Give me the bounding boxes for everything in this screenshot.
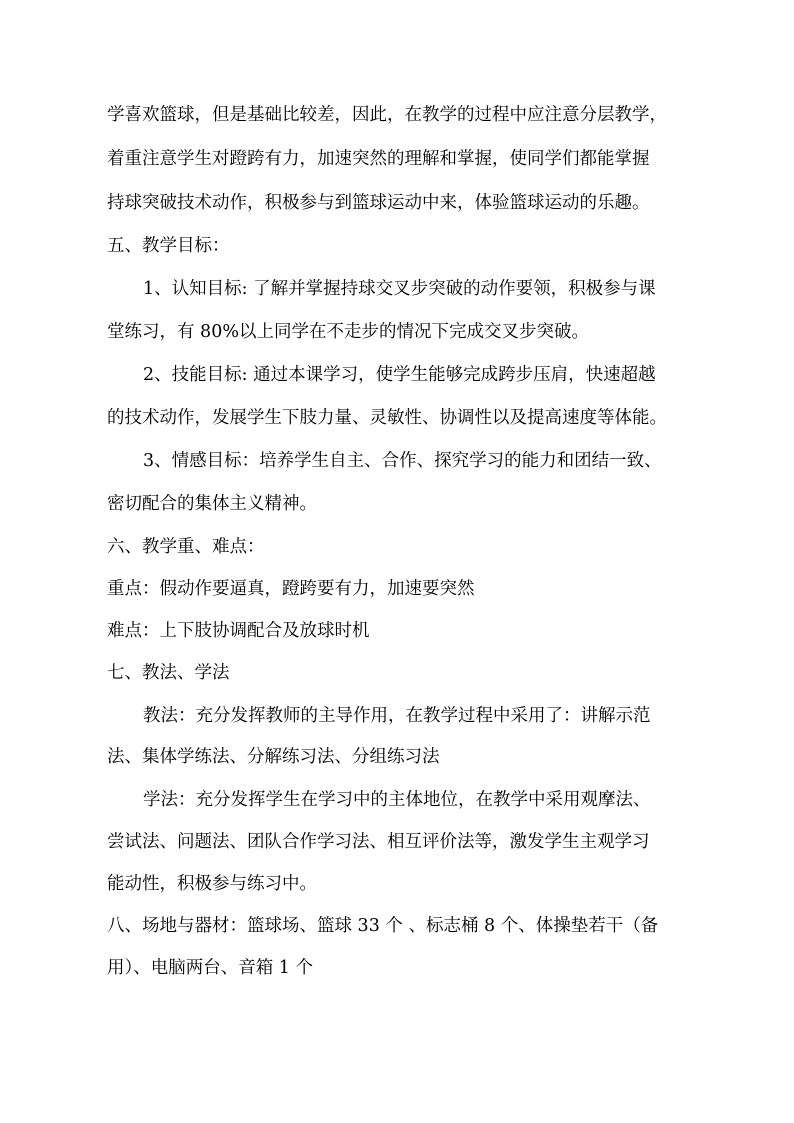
paragraph-line: 能动性，积极参与练习中。 bbox=[107, 874, 317, 894]
paragraph-line: 3、情感目标：培养学生自主、合作、探究学习的能力和团结一致、 bbox=[143, 451, 662, 471]
paragraph-line: 着重注意学生对蹬跨有力，加速突然的理解和掌握，使同学们都能掌握 bbox=[107, 149, 650, 169]
paragraph-line: 堂练习，有 80%以上同学在不走步的情况下完成交叉步突破。 bbox=[107, 322, 589, 342]
paragraph-line: 难点：上下肢协调配合及放球时机 bbox=[107, 621, 370, 641]
paragraph-line: 重点：假动作要逼真，蹬跨要有力，加速要突然 bbox=[107, 579, 475, 599]
paragraph-line: 1、认知目标: 了解并掌握持球交叉步突破的动作要领，积极参与课 bbox=[143, 279, 656, 299]
paragraph-line: 2、技能目标: 通过本课学习，使学生能够完成跨步压肩，快速超越 bbox=[143, 365, 656, 385]
paragraph-line: 学法：充分发挥学生在学习中的主体地位，在教学中采用观摩法、 bbox=[143, 790, 651, 810]
section-heading: 八、场地与器材：篮球场、篮球 33 个 、标志桶 8 个、体操垫若干（备 bbox=[107, 916, 659, 936]
paragraph-line: 密切配合的集体主义精神。 bbox=[107, 494, 317, 514]
paragraph-line: 学喜欢篮球，但是基础比较差，因此，在教学的过程中应注意分层教学， bbox=[107, 105, 667, 125]
paragraph-line: 用）、电脑两台、音箱 1 个 bbox=[107, 958, 314, 978]
section-heading: 五、教学目标： bbox=[107, 236, 230, 256]
section-heading: 七、教法、学法 bbox=[107, 663, 230, 683]
paragraph-line: 持球突破技术动作，积极参与到篮球运动中来，体验篮球运动的乐趣。 bbox=[107, 193, 650, 213]
paragraph-line: 的技术动作，发展学生下肢力量、灵敏性、协调性以及提高速度等体能。 bbox=[107, 408, 667, 428]
paragraph-line: 教法：充分发挥教师的主导作用，在教学过程中采用了：讲解示范 bbox=[143, 706, 651, 726]
section-heading: 六、教学重、难点： bbox=[107, 537, 265, 557]
paragraph-line: 尝试法、问题法、团队合作学习法、相互评价法等，激发学生主观学习 bbox=[107, 832, 650, 852]
paragraph-line: 法、集体学练法、分解练习法、分组练习法 bbox=[107, 747, 440, 767]
